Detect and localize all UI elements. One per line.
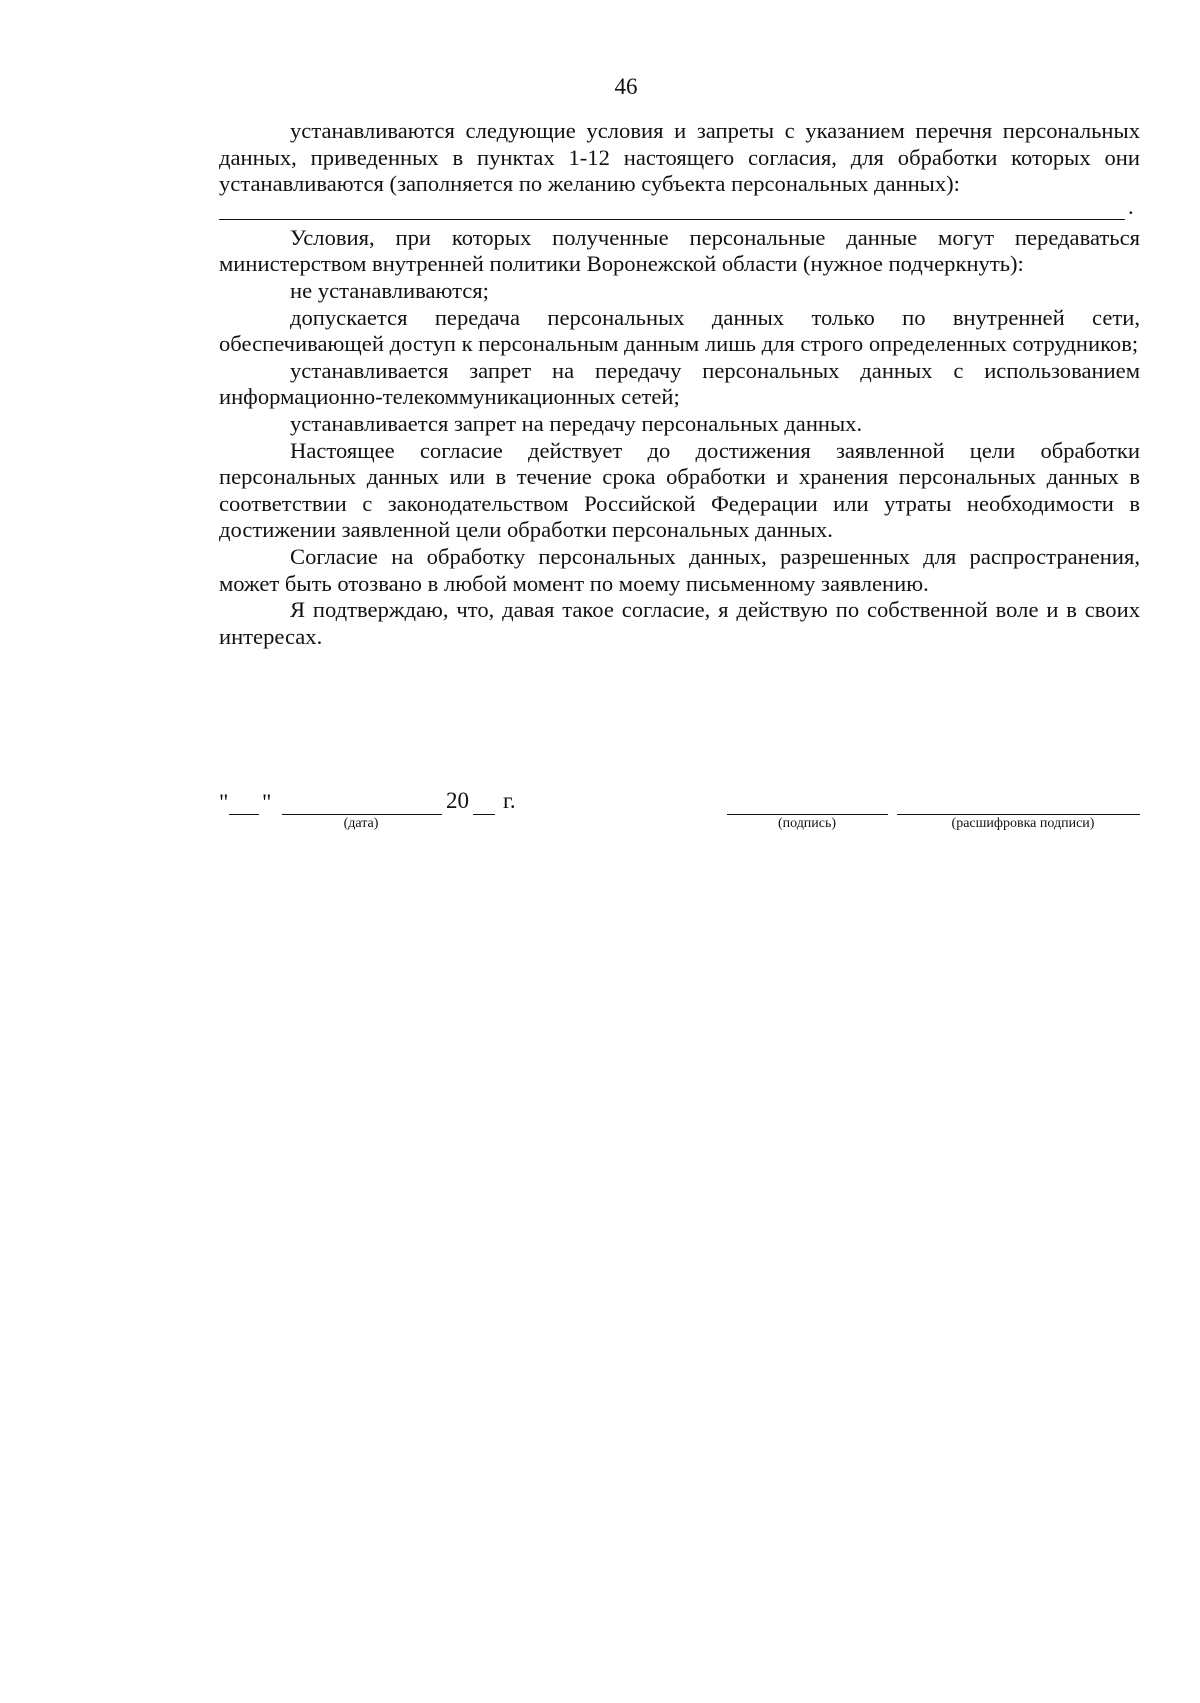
paragraph-revocation: Согласие на обработку персональных данных, разрешенных для распространения, может быть отозвано в любой момент по моему письменному заявлению. (219, 543, 1140, 596)
page-number: 46 (614, 74, 638, 99)
fill-in-period: . (1128, 193, 1134, 219)
option-internal-network: допускается передача персональных данных только по внутренней сети, обеспечивающей доступ к персональным данным лишь для строго определенных сотрудников; (219, 304, 1140, 357)
paragraph-transfer-conditions: Условия, при которых полученные персональные данные могут передаваться министерством внутренней политики Воронежской области (нужное подчеркнуть): (219, 224, 1140, 277)
option-not-established: не устанавливаются; (290, 277, 489, 303)
signature-field[interactable] (727, 814, 888, 815)
date-open-quote: " (219, 790, 229, 815)
paragraph-validity: Настоящее согласие действует до достижения заявленной цели обработки персональных данных или в течение срока обработки и хранения персональных данных в соответствии с законодательством Российской Федерации или утраты необходимости в достижении заявленной цели обработки персональных данных. (219, 437, 1140, 543)
decryption-caption: (расшифровка подписи) (951, 816, 1095, 831)
fill-in-line[interactable] (219, 193, 1140, 225)
year-field[interactable] (473, 814, 495, 815)
document-body (219, 118, 1140, 650)
month-field[interactable] (282, 814, 442, 815)
paragraph-confirmation: Я подтверждаю, что, давая такое согласие, я действую по собственной воле и в своих интересах. (219, 597, 1140, 649)
option-network-ban: устанавливается запрет на передачу персональных данных с использованием информационно-телекоммуникационных сетей; (219, 357, 1140, 410)
year-prefix: 20 (446, 788, 469, 813)
date-caption: (дата) (343, 816, 379, 831)
paragraph-conditions-intro: устанавливаются следующие условия и запреты с указанием перечня персональных данных, приведенных в пунктах 1-12 настоящего согласия, для обработки которых они устанавливаются (заполняется по желанию субъекта персональных данных): (219, 118, 1140, 197)
date-close-quote: " (262, 790, 272, 815)
decryption-field[interactable] (897, 814, 1140, 815)
option-full-ban: устанавливается запрет на передачу персональных данных. (290, 410, 863, 436)
signature-block (219, 788, 1140, 838)
day-field[interactable] (229, 814, 259, 815)
fill-in-rule (219, 219, 1125, 220)
year-suffix: г. (503, 788, 516, 813)
signature-caption: (подпись) (777, 816, 837, 831)
